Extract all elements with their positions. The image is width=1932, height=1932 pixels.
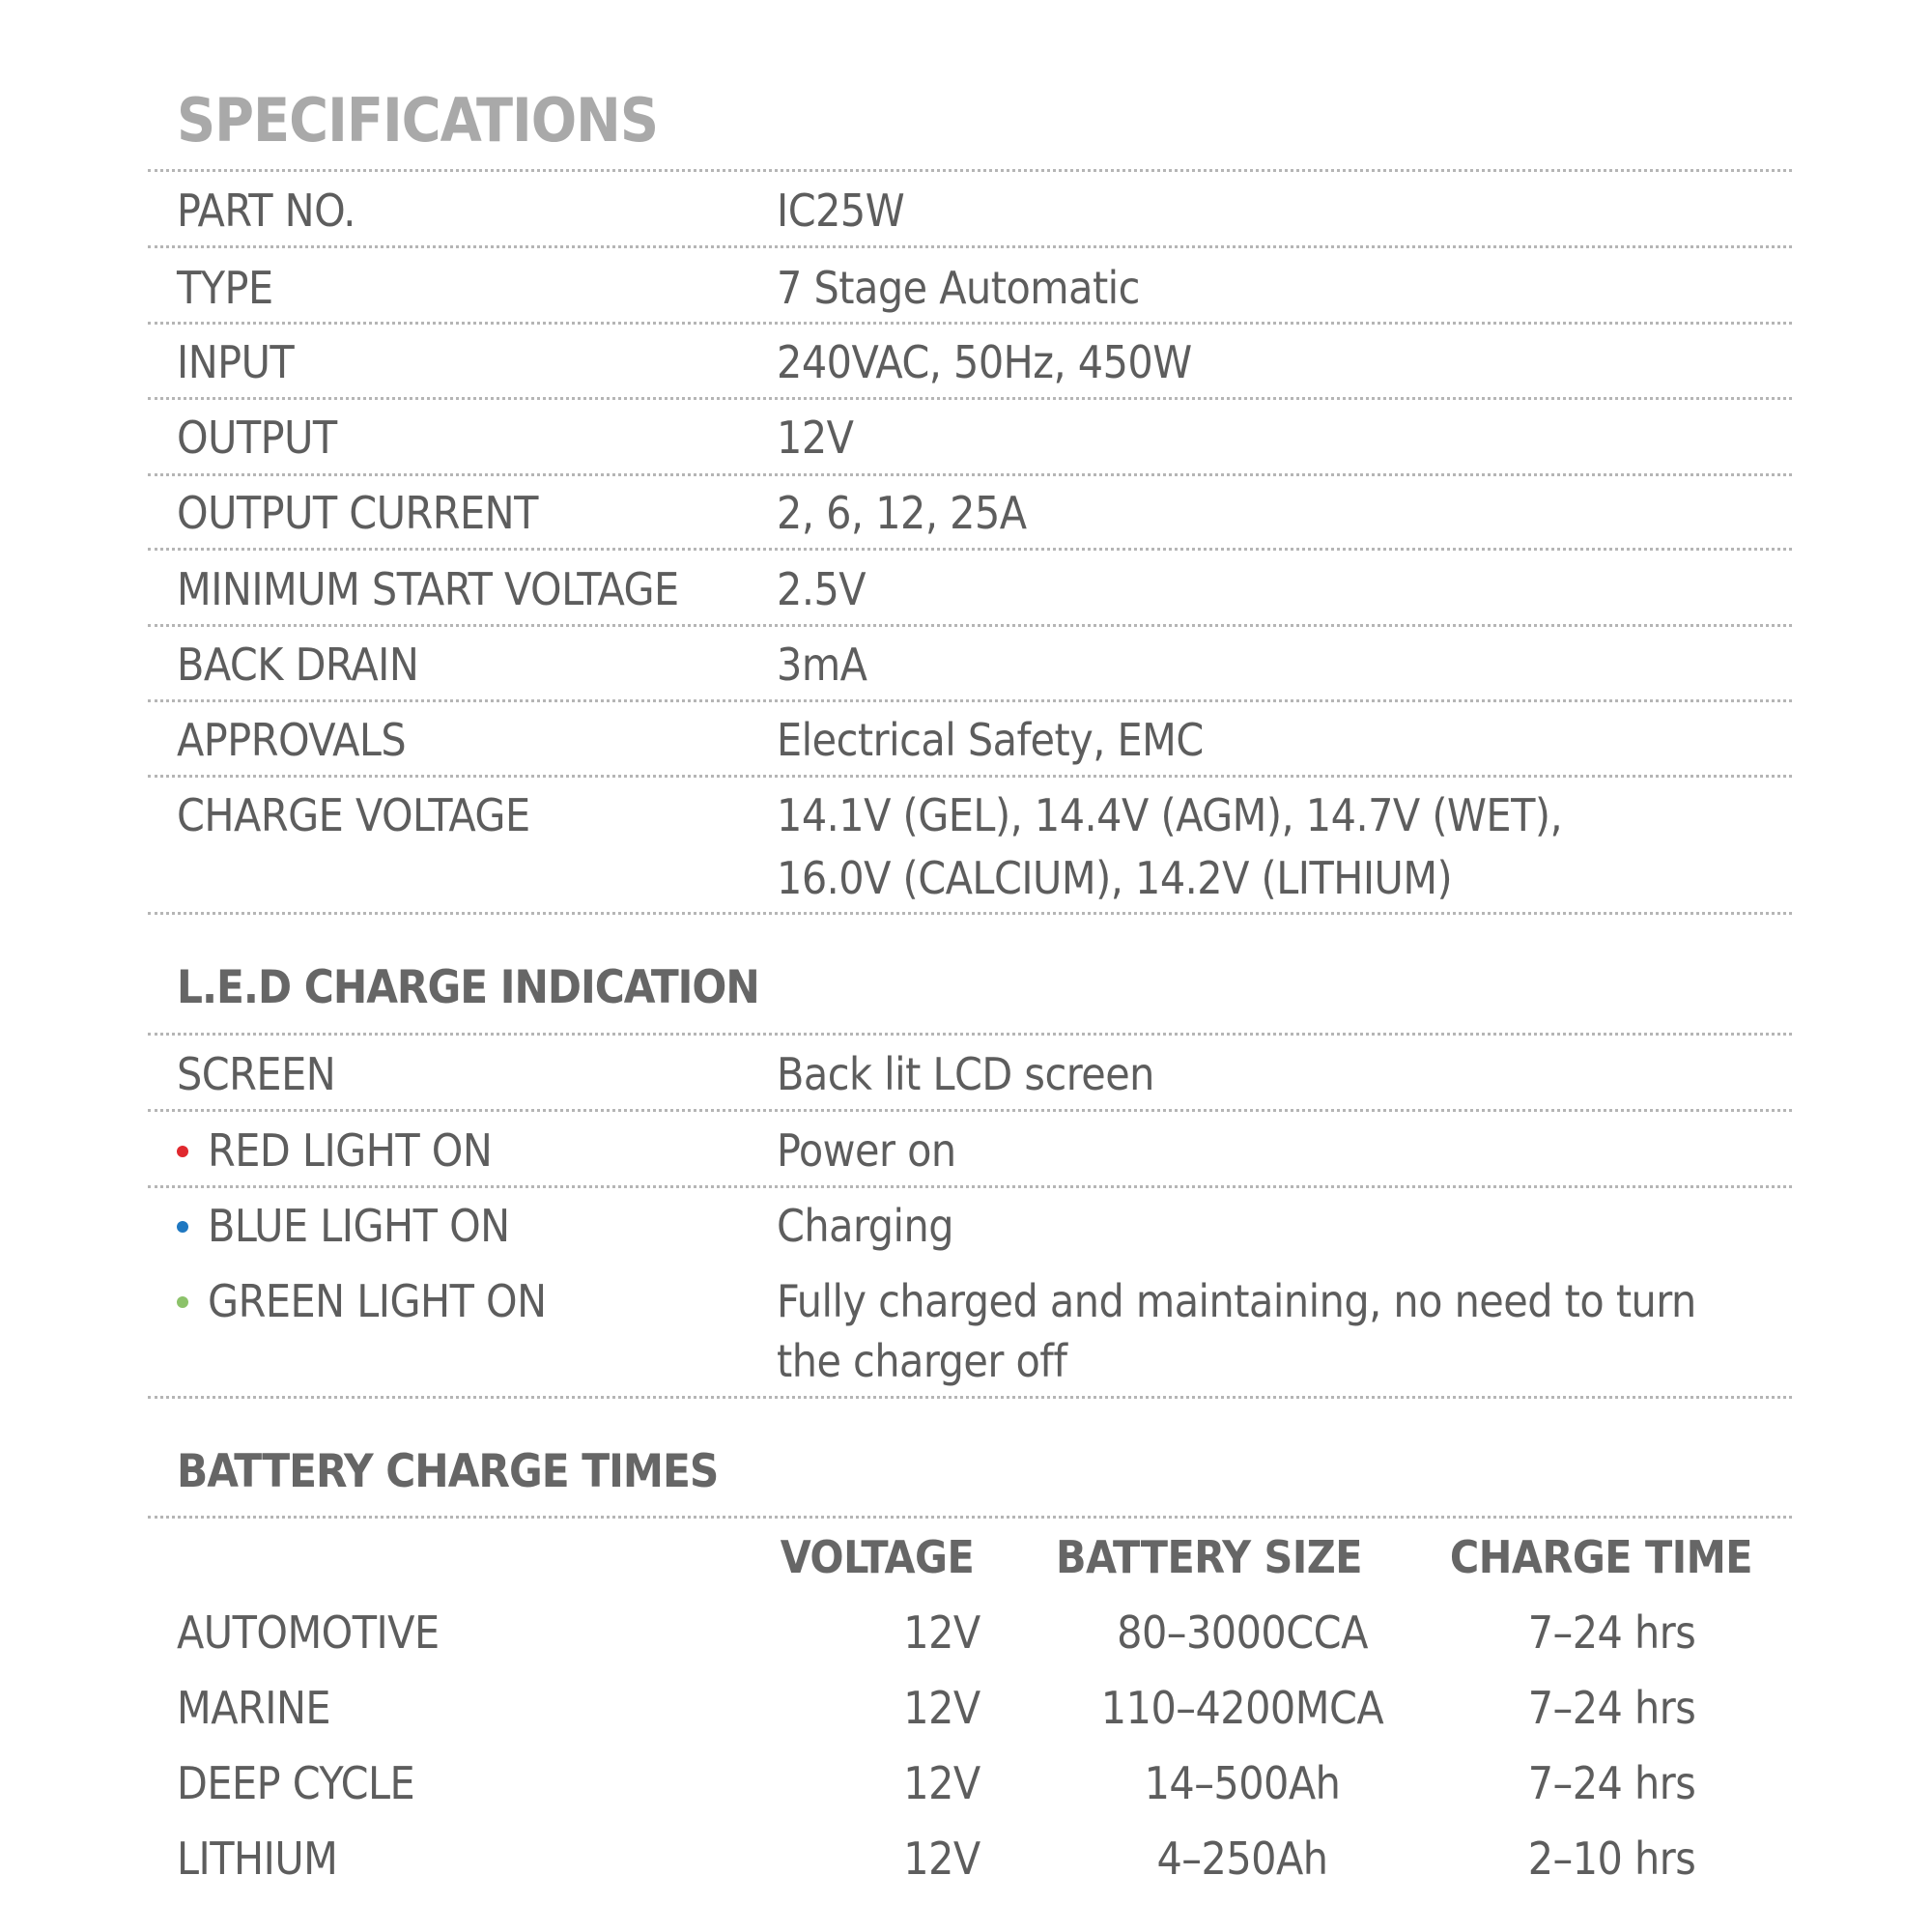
red-dot-icon <box>177 1146 188 1157</box>
header-battery-size: BATTERY SIZE <box>1056 1531 1362 1583</box>
led-value-green-line1: Fully charged and maintaining, no need to turn <box>777 1275 1696 1327</box>
spec-value-approvals: Electrical Safety, EMC <box>777 714 1204 766</box>
header-charge-time: CHARGE TIME <box>1449 1531 1753 1583</box>
spec-value-output: 12V <box>777 412 854 464</box>
battery-time-marine: 7–24 hrs <box>1527 1682 1696 1734</box>
battery-voltage-marine: 12V <box>903 1682 980 1734</box>
spec-label-charge-voltage: CHARGE VOLTAGE <box>177 789 530 841</box>
divider <box>148 322 1792 325</box>
divider <box>148 699 1792 702</box>
battery-section-title: BATTERY CHARGE TIMES <box>177 1445 719 1498</box>
led-label-green <box>177 1270 547 1332</box>
battery-voltage-automotive: 12V <box>903 1606 980 1659</box>
spec-value-input: 240VAC, 50Hz, 450W <box>777 336 1192 388</box>
battery-size-deep-cycle: 14–500Ah <box>1144 1757 1341 1809</box>
battery-voltage-lithium: 12V <box>903 1833 980 1885</box>
divider <box>148 624 1792 627</box>
divider <box>148 1109 1792 1112</box>
led-value-red: Power on <box>777 1124 956 1177</box>
divider <box>148 1185 1792 1188</box>
divider <box>148 1516 1792 1519</box>
divider <box>148 473 1792 476</box>
divider <box>148 245 1792 248</box>
led-label-green-text: GREEN LIGHT ON <box>208 1275 547 1327</box>
spec-value-charge-voltage-line2: 16.0V (CALCIUM), 14.2V (LITHIUM) <box>777 852 1453 904</box>
blue-dot-icon <box>177 1221 188 1233</box>
led-label-screen: SCREEN <box>177 1048 336 1100</box>
divider <box>148 1033 1792 1036</box>
led-label-red-text: RED LIGHT ON <box>208 1124 493 1177</box>
battery-size-automotive: 80–3000CCA <box>1117 1606 1368 1659</box>
spec-value-output-current: 2, 6, 12, 25A <box>777 487 1027 539</box>
battery-size-marine: 110–4200MCA <box>1100 1682 1384 1734</box>
led-section-title: L.E.D CHARGE INDICATION <box>177 961 759 1014</box>
led-label-blue <box>177 1195 510 1257</box>
spec-label-part-no: PART NO. <box>177 185 355 237</box>
battery-type-automotive: AUTOMOTIVE <box>177 1606 440 1659</box>
green-dot-icon <box>177 1296 188 1308</box>
battery-type-lithium: LITHIUM <box>177 1833 338 1885</box>
battery-time-lithium: 2–10 hrs <box>1527 1833 1696 1885</box>
divider <box>148 1396 1792 1399</box>
divider <box>148 397 1792 400</box>
spec-value-part-no: IC25W <box>777 185 905 237</box>
divider <box>148 548 1792 551</box>
spec-value-min-start-voltage: 2.5V <box>777 563 867 615</box>
divider <box>148 912 1792 915</box>
divider <box>148 169 1792 172</box>
specifications-title: SPECIFICATIONS <box>177 85 659 156</box>
spec-value-charge-voltage-line1: 14.1V (GEL), 14.4V (AGM), 14.7V (WET), <box>777 789 1563 841</box>
battery-voltage-deep-cycle: 12V <box>903 1757 980 1809</box>
spec-value-back-drain: 3mA <box>777 639 867 691</box>
battery-type-deep-cycle: DEEP CYCLE <box>177 1757 415 1809</box>
spec-label-type: TYPE <box>177 262 273 314</box>
divider <box>148 775 1792 778</box>
spec-label-output-current: OUTPUT CURRENT <box>177 487 538 539</box>
spec-value-type: 7 Stage Automatic <box>777 262 1140 314</box>
led-value-green-line2: the charger off <box>777 1335 1067 1387</box>
led-value-screen: Back lit LCD screen <box>777 1048 1154 1100</box>
spec-label-min-start-voltage: MINIMUM START VOLTAGE <box>177 563 679 615</box>
led-label-red <box>177 1120 492 1181</box>
battery-time-deep-cycle: 7–24 hrs <box>1527 1757 1696 1809</box>
led-label-blue-text: BLUE LIGHT ON <box>208 1200 510 1252</box>
battery-type-marine: MARINE <box>177 1682 331 1734</box>
header-voltage: VOLTAGE <box>780 1531 975 1583</box>
battery-time-automotive: 7–24 hrs <box>1527 1606 1696 1659</box>
battery-size-lithium: 4–250Ah <box>1156 1833 1328 1885</box>
spec-label-output: OUTPUT <box>177 412 337 464</box>
spec-label-input: INPUT <box>177 336 295 388</box>
led-value-blue: Charging <box>777 1200 953 1252</box>
spec-label-back-drain: BACK DRAIN <box>177 639 419 691</box>
spec-label-approvals: APPROVALS <box>177 714 407 766</box>
